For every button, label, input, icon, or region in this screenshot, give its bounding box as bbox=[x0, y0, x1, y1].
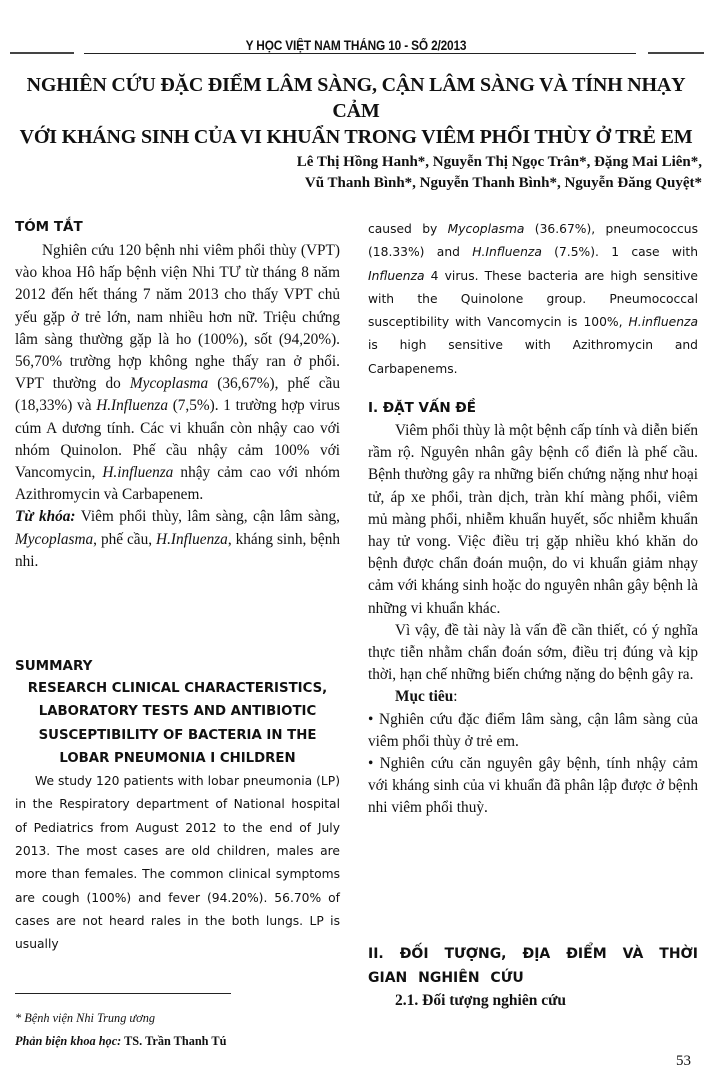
text-run: is high sensitive with Azithromycin and Carbapenems. bbox=[368, 338, 698, 376]
section-1-heading: I. ĐẶT VẤN ĐỀ bbox=[368, 400, 476, 416]
objective-text: Nghiên cứu căn nguyên gây bệnh, tính nhậy cảm với kháng sinh của vi khuẩn đã phân lập được ở bệnh nhi viêm phổi thuỳ. bbox=[368, 755, 698, 817]
author-list bbox=[182, 152, 702, 194]
text-run: caused by bbox=[368, 222, 448, 236]
objectives-heading bbox=[368, 686, 698, 708]
species-name: H.Influenza bbox=[472, 245, 542, 260]
footnote-rule bbox=[15, 993, 231, 994]
species-name: H.influenza bbox=[102, 464, 174, 482]
en-title-line: LOBAR PNEUMONIA I CHILDREN bbox=[59, 750, 296, 766]
text-run: nhậy cảm cao với nhóm Azithromycin và Carbapenem. bbox=[15, 464, 340, 504]
footnote-affiliation: * Bệnh viện Nhi Trung ương bbox=[15, 1011, 155, 1025]
header-rule-right bbox=[648, 52, 704, 54]
text-run: Nghiên cứu 120 bệnh nhi viêm phổi thùy (VPT) vào khoa Hô hấp bệnh viện Nhi TƯ từ tháng 8 năm 2012 đến hết tháng 7 năm 2013 cho thấy VPT chủ yếu gặp ở trẻ lớn, nam nhiều hơn nữ. Triệu chứng lâm sàng thường gặp là ho (100%), sốt (94,20%). 56,70% trường hợp không nghe thấy ran ở phổi. VPT thường do bbox=[15, 242, 340, 393]
header-rule-center bbox=[84, 53, 636, 54]
abstract-en-heading: SUMMARY bbox=[15, 658, 93, 674]
section-2-1-heading: 2.1. Đối tượng nghiên cứu bbox=[395, 992, 567, 1009]
running-header: Y HỌC VIỆT NAM THÁNG 10 - SỐ 2/2013 bbox=[245, 38, 467, 53]
text-run: 4 virus. These bacteria are high sensitive with the Quinolone group. Pneumococcal susceptibility with Vancomycin is 100%, bbox=[368, 268, 698, 330]
abstract-vi-heading: TÓM TẮT bbox=[15, 219, 83, 235]
article-title bbox=[10, 72, 702, 150]
text-run: (7.5%). 1 case with bbox=[541, 245, 699, 260]
en-title-line: SUSCEPTIBILITY OF BACTERIA IN THE bbox=[38, 727, 317, 743]
page-number: 53 bbox=[676, 1053, 691, 1069]
keywords-label: Từ khóa: bbox=[15, 508, 76, 526]
abstract-en-paragraph-1: We study 120 patients with lobar pneumonia (LP) in the Respiratory department of National hospital of Pediatrics from August 2012 to the end of July 2013. The most cases are old children, males are more than females. The common clinical symptoms are cough (100%) and fever (94.20%). 56.70% of cases are not heard rales in the both lungs. LP is usually bbox=[15, 774, 340, 952]
right-column bbox=[368, 218, 698, 381]
species-name: H.Influenza bbox=[96, 397, 168, 415]
section-2-heading: II. ĐỐI TƯỢNG, ĐỊA ĐIỂM VÀ THỜI GIAN NGHIÊN CỨU bbox=[368, 946, 698, 986]
bullet-icon: • bbox=[368, 710, 374, 728]
header-rule-left bbox=[10, 52, 74, 54]
title-line-2: VỚI KHÁNG SINH CỦA VI KHUẨN TRONG VIÊM PHỔI THÙY Ở TRẺ EM bbox=[19, 126, 693, 148]
text-run: Viêm phổi thùy, lâm sàng, cận lâm sàng, bbox=[75, 508, 340, 526]
species-name: H.influenza bbox=[628, 315, 698, 330]
species-name: Mycoplasma bbox=[129, 375, 209, 393]
authors-line-2: Vũ Thanh Bình*, Nguyễn Thanh Bình*, Nguyễn Đăng Quyệt* bbox=[304, 175, 702, 191]
en-title-line: LABORATORY TESTS AND ANTIBIOTIC bbox=[38, 704, 317, 720]
reviewer-name: TS. Trần Thanh Tú bbox=[121, 1034, 227, 1048]
section-2 bbox=[368, 942, 698, 1012]
en-title-line: RESEARCH CLINICAL CHARACTERISTICS, bbox=[27, 681, 328, 696]
abstract-en-title bbox=[15, 677, 340, 770]
authors-line-1: Lê Thị Hồng Hanh*, Nguyễn Thị Ngọc Trân*, Đặng Mai Liên*, bbox=[296, 154, 702, 170]
objective-item-1 bbox=[368, 709, 698, 753]
summary-block bbox=[15, 658, 340, 957]
text-run: , kháng sinh, bệnh nhi. bbox=[15, 530, 340, 570]
bullet-icon: • bbox=[368, 755, 374, 773]
objective-text: Nghiên cứu đặc điểm lâm sàng, cận lâm sàng của viêm phổi thùy ở trẻ em. bbox=[368, 710, 698, 750]
species-name: Mycoplasma bbox=[15, 530, 94, 548]
objectives-label: Mục tiêu bbox=[395, 688, 454, 706]
text-run: , phế cầu, bbox=[93, 530, 157, 548]
abstract-en-paragraph-2 bbox=[368, 218, 698, 381]
section-1-paragraph-1: Viêm phổi thùy là một bệnh cấp tính và diễn biến rầm rộ. Nguyên nhân gây bệnh cổ điển là phế cầu. Bệnh thường gây ra những biến chứng nặng như hoại tử, áp xe phổi, tràn dịch, tràn khí màng phổi, viêm mủ màng phổi, nhiễm khuẩn huyết, sốc nhiễm khuẩn hay tử vong. Việc điều trị gặp nhiều khó khăn do bệnh được chẩn đoán muộn, do vi khuẩn giảm nhạy cảm với kháng sinh hoặc do nguyên nhân gây bệnh là những vi khuẩn khác. bbox=[368, 422, 698, 617]
text-run: (7,5%). 1 trường hợp virus cúm A dương tính. Các vi khuẩn còn nhậy cao với nhóm Quinolon. Phế cầu nhậy cảm 100% với Vancomycin, bbox=[15, 397, 340, 482]
section-1 bbox=[368, 400, 698, 820]
left-column bbox=[15, 219, 340, 573]
footnote-reviewer bbox=[15, 1034, 226, 1049]
species-name: Mycoplasma bbox=[447, 222, 525, 236]
species-name: Influenza bbox=[368, 268, 425, 283]
abstract-vi-paragraph bbox=[15, 240, 340, 506]
keywords-vi bbox=[15, 506, 340, 573]
section-1-paragraph-2: Vì vậy, đề tài này là vấn đề cần thiết, có ý nghĩa thực tiễn nhằm chẩn đoán sớm, điều trị đúng và kịp thời, hạn chế những biến chứng nặng do bệnh gây ra. bbox=[368, 621, 698, 684]
species-name: H.Influenza bbox=[156, 530, 228, 548]
text-run: (36.67%), pneumococcus (18.33%) and bbox=[368, 222, 698, 260]
reviewer-label: Phản biện khoa học: bbox=[15, 1034, 122, 1048]
text-run: (36,67%), phế cầu (18,33%) và bbox=[15, 375, 340, 415]
objectives-colon: : bbox=[453, 688, 458, 706]
objective-item-2 bbox=[368, 753, 698, 820]
title-line-1: NGHIÊN CỨU ĐẶC ĐIỂM LÂM SÀNG, CẬN LÂM SÀNG VÀ TÍNH NHẠY CẢM bbox=[26, 74, 686, 122]
